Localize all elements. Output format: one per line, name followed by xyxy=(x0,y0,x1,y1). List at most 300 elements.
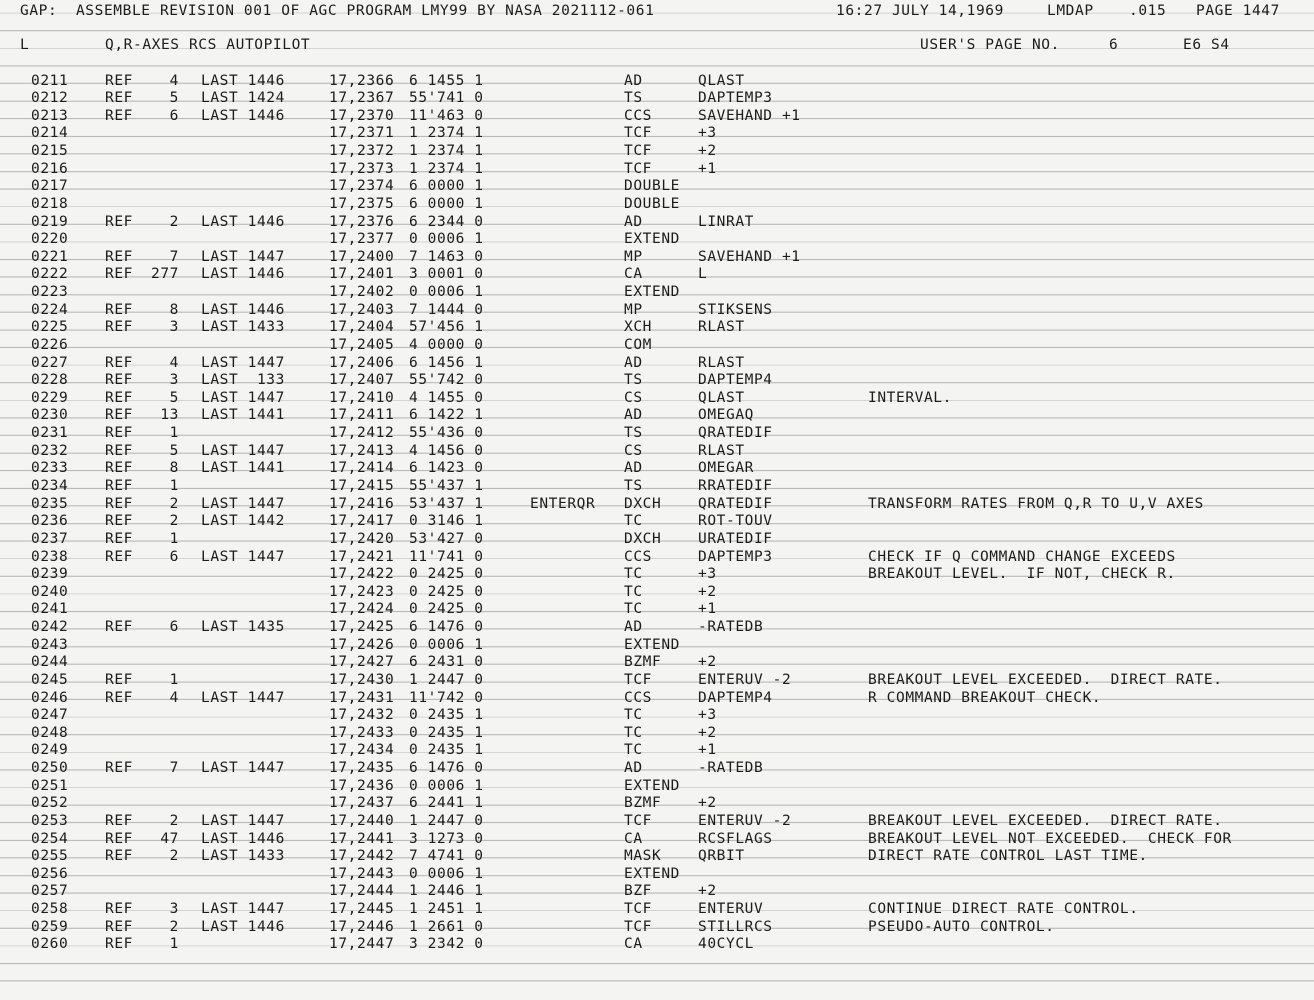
listing-row xyxy=(0,866,1314,884)
opcode: AD xyxy=(624,619,643,636)
opcode: AD xyxy=(624,407,643,424)
line-number: 0252 xyxy=(31,795,69,812)
address: 17,2415 xyxy=(329,477,395,494)
subheader-marker: L xyxy=(20,37,30,53)
operand: +2 xyxy=(698,583,717,600)
opcode: CA xyxy=(624,266,643,283)
operand: +3 xyxy=(698,566,717,583)
object-value: 7 4741 0 xyxy=(409,848,484,865)
line-number: 0231 xyxy=(31,425,69,442)
opcode: TCF xyxy=(624,125,652,142)
ref-marker: REF xyxy=(105,248,133,265)
address: 17,2423 xyxy=(329,583,395,600)
operand: LINRAT xyxy=(698,213,754,230)
address: 17,2410 xyxy=(329,389,395,406)
line-number: 0214 xyxy=(31,125,69,142)
ref-marker: REF xyxy=(105,513,133,530)
symbol-label: ENTERQR xyxy=(530,495,596,512)
ref-count: 4 xyxy=(169,354,179,371)
object-value: 6 1476 0 xyxy=(409,619,484,636)
operand: +2 xyxy=(698,724,717,741)
ref-marker: REF xyxy=(105,90,133,107)
listing-row xyxy=(0,460,1314,478)
opcode: TC xyxy=(624,601,643,618)
opcode: XCH xyxy=(624,319,652,336)
address: 17,2434 xyxy=(329,742,395,759)
operand: DAPTEMP4 xyxy=(698,372,773,389)
ref-marker: REF xyxy=(105,477,133,494)
listing-row xyxy=(0,284,1314,302)
address: 17,2402 xyxy=(329,284,395,301)
address: 17,2421 xyxy=(329,548,395,565)
last-ref: LAST 1447 xyxy=(201,442,285,459)
comment: CHECK IF Q COMMAND CHANGE EXCEEDS xyxy=(868,548,1176,565)
operand: +3 xyxy=(698,707,717,724)
ref-count: 47 xyxy=(160,830,179,847)
listing-row xyxy=(0,443,1314,461)
address: 17,2420 xyxy=(329,530,395,547)
address: 17,2443 xyxy=(329,865,395,882)
ref-count: 7 xyxy=(169,760,179,777)
comment: PSEUDO-AUTO CONTROL. xyxy=(868,918,1055,935)
line-number: 0246 xyxy=(31,689,69,706)
listing-row xyxy=(0,549,1314,567)
opcode: TS xyxy=(624,477,643,494)
listing-row xyxy=(0,478,1314,496)
operand: +1 xyxy=(698,742,717,759)
listing-row xyxy=(0,584,1314,602)
opcode: AD xyxy=(624,760,643,777)
operand: RRATEDIF xyxy=(698,477,773,494)
header-time: 16:27 JULY 14,1969 xyxy=(836,3,1004,19)
address: 17,2366 xyxy=(329,72,395,89)
operand: +2 xyxy=(698,143,717,160)
ref-count: 13 xyxy=(160,407,179,424)
line-number: 0245 xyxy=(31,671,69,688)
line-number: 0229 xyxy=(31,389,69,406)
opcode: CS xyxy=(624,442,643,459)
opcode: DOUBLE xyxy=(624,178,680,195)
opcode: TCF xyxy=(624,143,652,160)
listing-row xyxy=(0,496,1314,514)
line-number: 0235 xyxy=(31,495,69,512)
last-ref: LAST 1447 xyxy=(201,495,285,512)
object-value: 53'437 1 xyxy=(409,495,484,512)
operand: +2 xyxy=(698,654,717,671)
operand: RCSFLAGS xyxy=(698,830,773,847)
object-value: 6 2431 0 xyxy=(409,654,484,671)
line-number: 0232 xyxy=(31,442,69,459)
object-value: 7 1463 0 xyxy=(409,248,484,265)
ref-marker: REF xyxy=(105,901,133,918)
ref-marker: REF xyxy=(105,442,133,459)
address: 17,2372 xyxy=(329,143,395,160)
ref-marker: REF xyxy=(105,548,133,565)
listing-row xyxy=(0,619,1314,637)
address: 17,2430 xyxy=(329,671,395,688)
line-number: 0226 xyxy=(31,336,69,353)
object-value: 11'742 0 xyxy=(409,689,484,706)
comment: INTERVAL. xyxy=(868,389,952,406)
operand: 40CYCL xyxy=(698,936,754,953)
ref-count: 1 xyxy=(169,477,179,494)
users-page-label: USER'S PAGE NO. xyxy=(920,37,1060,53)
listing-row xyxy=(0,690,1314,708)
ref-count: 1 xyxy=(169,530,179,547)
ref-marker: REF xyxy=(105,495,133,512)
last-ref: LAST 1442 xyxy=(201,513,285,530)
address: 17,2446 xyxy=(329,918,395,935)
address: 17,2440 xyxy=(329,812,395,829)
address: 17,2377 xyxy=(329,231,395,248)
line-number: 0219 xyxy=(31,213,69,230)
last-ref: LAST 1447 xyxy=(201,760,285,777)
listing-row xyxy=(0,319,1314,337)
line-number: 0256 xyxy=(31,865,69,882)
address: 17,2411 xyxy=(329,407,395,424)
object-value: 1 2447 0 xyxy=(409,812,484,829)
object-value: 55'742 0 xyxy=(409,372,484,389)
opcode: EXTEND xyxy=(624,865,680,882)
opcode: AD xyxy=(624,72,643,89)
line-number: 0224 xyxy=(31,301,69,318)
object-value: 1 2374 1 xyxy=(409,143,484,160)
line-number: 0260 xyxy=(31,936,69,953)
line-number: 0236 xyxy=(31,513,69,530)
comment: BREAKOUT LEVEL EXCEEDED. DIRECT RATE. xyxy=(868,812,1223,829)
opcode: TS xyxy=(624,425,643,442)
opcode: MASK xyxy=(624,848,662,865)
object-value: 0 0006 1 xyxy=(409,636,484,653)
listing-row xyxy=(0,795,1314,813)
opcode: DXCH xyxy=(624,530,662,547)
opcode: TC xyxy=(624,583,643,600)
object-value: 0 2425 0 xyxy=(409,583,484,600)
listing-row xyxy=(0,778,1314,796)
address: 17,2414 xyxy=(329,460,395,477)
opcode: TS xyxy=(624,372,643,389)
ref-count: 8 xyxy=(169,301,179,318)
object-value: 0 2435 1 xyxy=(409,724,484,741)
ref-count: 8 xyxy=(169,460,179,477)
address: 17,2373 xyxy=(329,160,395,177)
ref-marker: REF xyxy=(105,213,133,230)
comment: BREAKOUT LEVEL NOT EXCEEDED. CHECK FOR xyxy=(868,830,1232,847)
opcode: CCS xyxy=(624,689,652,706)
ref-marker: REF xyxy=(105,830,133,847)
object-value: 6 0000 1 xyxy=(409,178,484,195)
object-value: 0 0006 1 xyxy=(409,284,484,301)
address: 17,2374 xyxy=(329,178,395,195)
operand: OMEGAQ xyxy=(698,407,754,424)
ref-count: 2 xyxy=(169,848,179,865)
object-value: 4 1456 0 xyxy=(409,442,484,459)
line-number: 0254 xyxy=(31,830,69,847)
ref-marker: REF xyxy=(105,689,133,706)
object-value: 4 1455 0 xyxy=(409,389,484,406)
address: 17,2403 xyxy=(329,301,395,318)
listing-row xyxy=(0,73,1314,91)
address: 17,2413 xyxy=(329,442,395,459)
subheader-title: Q,R-AXES RCS AUTOPILOT xyxy=(105,37,311,53)
line-number: 0220 xyxy=(31,231,69,248)
last-ref: LAST 1447 xyxy=(201,389,285,406)
ref-count: 277 xyxy=(151,266,179,283)
listing-row xyxy=(0,566,1314,584)
object-value: 0 2425 0 xyxy=(409,601,484,618)
operand: RLAST xyxy=(698,354,745,371)
listing-row xyxy=(0,531,1314,549)
line-number: 0243 xyxy=(31,636,69,653)
object-value: 6 1476 0 xyxy=(409,760,484,777)
address: 17,2447 xyxy=(329,936,395,953)
opcode: DOUBLE xyxy=(624,195,680,212)
line-number: 0225 xyxy=(31,319,69,336)
address: 17,2371 xyxy=(329,125,395,142)
ref-count: 3 xyxy=(169,319,179,336)
object-value: 55'741 0 xyxy=(409,90,484,107)
opcode: TS xyxy=(624,90,643,107)
line-number: 0215 xyxy=(31,143,69,160)
opcode: TCF xyxy=(624,671,652,688)
object-value: 1 2446 1 xyxy=(409,883,484,900)
line-number: 0233 xyxy=(31,460,69,477)
comment: TRANSFORM RATES FROM Q,R TO U,V AXES xyxy=(868,495,1204,512)
ref-marker: REF xyxy=(105,407,133,424)
ref-count: 2 xyxy=(169,918,179,935)
object-value: 11'741 0 xyxy=(409,548,484,565)
ref-count: 3 xyxy=(169,901,179,918)
listing-row xyxy=(0,214,1314,232)
listing-row xyxy=(0,513,1314,531)
opcode: MP xyxy=(624,248,643,265)
ref-marker: REF xyxy=(105,372,133,389)
opcode: BZMF xyxy=(624,654,662,671)
listing-row xyxy=(0,125,1314,143)
object-value: 6 2344 0 xyxy=(409,213,484,230)
line-number: 0230 xyxy=(31,407,69,424)
object-value: 0 2425 0 xyxy=(409,566,484,583)
last-ref: LAST 1446 xyxy=(201,213,285,230)
object-value: 0 0006 1 xyxy=(409,231,484,248)
header-rev: .015 xyxy=(1129,3,1167,19)
object-value: 55'437 1 xyxy=(409,477,484,494)
operand: QRATEDIF xyxy=(698,425,773,442)
address: 17,2424 xyxy=(329,601,395,618)
operand: STILLRCS xyxy=(698,918,773,935)
operand: DAPTEMP3 xyxy=(698,548,773,565)
line-number: 0259 xyxy=(31,918,69,935)
object-value: 57'456 1 xyxy=(409,319,484,336)
line-number: 0257 xyxy=(31,883,69,900)
opcode: EXTEND xyxy=(624,231,680,248)
operand: OMEGAR xyxy=(698,460,754,477)
listing-row xyxy=(0,249,1314,267)
operand: DAPTEMP4 xyxy=(698,689,773,706)
line-number: 0223 xyxy=(31,284,69,301)
ref-marker: REF xyxy=(105,460,133,477)
ref-count: 4 xyxy=(169,689,179,706)
last-ref: LAST 1446 xyxy=(201,918,285,935)
address: 17,2417 xyxy=(329,513,395,530)
address: 17,2370 xyxy=(329,107,395,124)
last-ref: LAST 1433 xyxy=(201,319,285,336)
address: 17,2426 xyxy=(329,636,395,653)
listing-row xyxy=(0,196,1314,214)
listing-row xyxy=(0,883,1314,901)
line-number: 0258 xyxy=(31,901,69,918)
opcode: TC xyxy=(624,566,643,583)
address: 17,2422 xyxy=(329,566,395,583)
opcode: TC xyxy=(624,513,643,530)
address: 17,2436 xyxy=(329,777,395,794)
comment: CONTINUE DIRECT RATE CONTROL. xyxy=(868,901,1139,918)
ref-marker: REF xyxy=(105,936,133,953)
ref-count: 7 xyxy=(169,248,179,265)
object-value: 1 2374 1 xyxy=(409,160,484,177)
opcode: EXTEND xyxy=(624,284,680,301)
operand: URATEDIF xyxy=(698,530,773,547)
operand: +2 xyxy=(698,795,717,812)
ref-count: 5 xyxy=(169,90,179,107)
line-number: 0250 xyxy=(31,760,69,777)
address: 17,2427 xyxy=(329,654,395,671)
line-number: 0244 xyxy=(31,654,69,671)
comment: BREAKOUT LEVEL EXCEEDED. DIRECT RATE. xyxy=(868,671,1223,688)
listing-row xyxy=(0,637,1314,655)
listing-row xyxy=(0,919,1314,937)
address: 17,2400 xyxy=(329,248,395,265)
ref-count: 6 xyxy=(169,548,179,565)
users-page-number: 6 xyxy=(1109,37,1119,53)
operand: ENTERUV xyxy=(698,901,764,918)
ref-count: 4 xyxy=(169,72,179,89)
opcode: TC xyxy=(624,724,643,741)
address: 17,2405 xyxy=(329,336,395,353)
listing-row xyxy=(0,337,1314,355)
last-ref: LAST 1446 xyxy=(201,266,285,283)
ref-marker: REF xyxy=(105,918,133,935)
operand: +3 xyxy=(698,125,717,142)
subheader-code: E6 S4 xyxy=(1183,37,1230,53)
ref-marker: REF xyxy=(105,266,133,283)
opcode: AD xyxy=(624,354,643,371)
listing-row xyxy=(0,672,1314,690)
operand: QLAST xyxy=(698,389,745,406)
operand: -RATEDB xyxy=(698,760,764,777)
opcode: TC xyxy=(624,742,643,759)
last-ref: LAST 133 xyxy=(201,372,285,389)
ref-count: 5 xyxy=(169,442,179,459)
opcode: CA xyxy=(624,830,643,847)
address: 17,2442 xyxy=(329,848,395,865)
object-value: 6 1423 0 xyxy=(409,460,484,477)
opcode: EXTEND xyxy=(624,636,680,653)
line-number: 0228 xyxy=(31,372,69,389)
line-number: 0217 xyxy=(31,178,69,195)
object-value: 1 2374 1 xyxy=(409,125,484,142)
last-ref: LAST 1447 xyxy=(201,901,285,918)
ref-marker: REF xyxy=(105,301,133,318)
line-number: 0237 xyxy=(31,530,69,547)
last-ref: LAST 1447 xyxy=(201,689,285,706)
listing-row xyxy=(0,725,1314,743)
line-number: 0211 xyxy=(31,72,69,89)
ref-marker: REF xyxy=(105,619,133,636)
opcode: AD xyxy=(624,460,643,477)
listing-row xyxy=(0,936,1314,954)
opcode: TCF xyxy=(624,812,652,829)
object-value: 1 2661 0 xyxy=(409,918,484,935)
listing-row xyxy=(0,143,1314,161)
object-value: 6 1422 1 xyxy=(409,407,484,424)
listing-row xyxy=(0,266,1314,284)
last-ref: LAST 1447 xyxy=(201,354,285,371)
last-ref: LAST 1424 xyxy=(201,90,285,107)
ref-marker: REF xyxy=(105,812,133,829)
ref-count: 3 xyxy=(169,372,179,389)
object-value: 3 0001 0 xyxy=(409,266,484,283)
listing-row xyxy=(0,901,1314,919)
object-value: 1 2451 1 xyxy=(409,901,484,918)
opcode: COM xyxy=(624,336,652,353)
object-value: 6 2441 1 xyxy=(409,795,484,812)
opcode: TCF xyxy=(624,160,652,177)
object-value: 6 1456 1 xyxy=(409,354,484,371)
line-number: 0227 xyxy=(31,354,69,371)
operand: +2 xyxy=(698,883,717,900)
line-number: 0221 xyxy=(31,248,69,265)
last-ref: LAST 1447 xyxy=(201,248,285,265)
object-value: 11'463 0 xyxy=(409,107,484,124)
opcode: CCS xyxy=(624,107,652,124)
ref-marker: REF xyxy=(105,107,133,124)
last-ref: LAST 1435 xyxy=(201,619,285,636)
address: 17,2444 xyxy=(329,883,395,900)
listing-row xyxy=(0,231,1314,249)
object-value: 0 3146 1 xyxy=(409,513,484,530)
object-value: 7 1444 0 xyxy=(409,301,484,318)
address: 17,2412 xyxy=(329,425,395,442)
line-number: 0222 xyxy=(31,266,69,283)
last-ref: LAST 1446 xyxy=(201,830,285,847)
listing-row xyxy=(0,601,1314,619)
ref-count: 5 xyxy=(169,389,179,406)
opcode: BZF xyxy=(624,883,652,900)
last-ref: LAST 1447 xyxy=(201,548,285,565)
ref-count: 1 xyxy=(169,671,179,688)
listing-row xyxy=(0,108,1314,126)
line-number: 0238 xyxy=(31,548,69,565)
line-number: 0255 xyxy=(31,848,69,865)
line-number: 0248 xyxy=(31,724,69,741)
line-number: 0218 xyxy=(31,195,69,212)
listing-row xyxy=(0,302,1314,320)
header-page: PAGE 1447 xyxy=(1196,3,1280,19)
ref-count: 1 xyxy=(169,425,179,442)
listing-row xyxy=(0,425,1314,443)
listing-row xyxy=(0,90,1314,108)
line-number: 0249 xyxy=(31,742,69,759)
ref-count: 1 xyxy=(169,936,179,953)
last-ref: LAST 1446 xyxy=(201,107,285,124)
line-number: 0241 xyxy=(31,601,69,618)
object-value: 0 0006 1 xyxy=(409,777,484,794)
operand: RLAST xyxy=(698,442,745,459)
operand: QLAST xyxy=(698,72,745,89)
opcode: CS xyxy=(624,389,643,406)
ref-marker: REF xyxy=(105,425,133,442)
